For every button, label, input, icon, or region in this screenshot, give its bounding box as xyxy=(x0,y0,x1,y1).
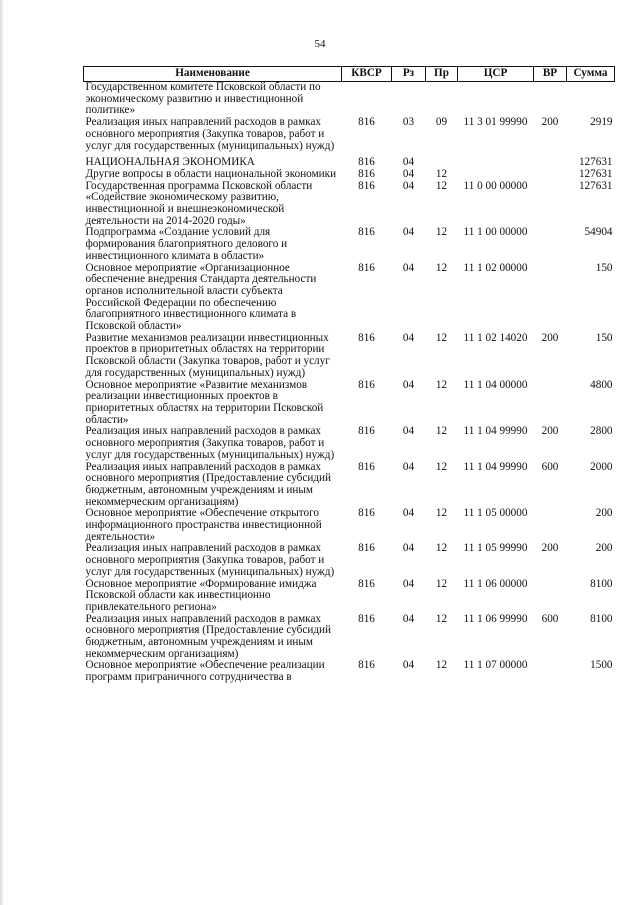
row-name: Подпрограмма «Создание условий для формирования благоприятного делового и инвестиционного климата в области» xyxy=(85,226,288,262)
row-rz: 04 xyxy=(402,542,415,555)
row-name: Основное мероприятие «Формирование имиджа Псковской области как инвестиционно привлекательного региона» xyxy=(85,577,317,613)
row-vr xyxy=(534,579,567,614)
row-name: Реализация иных направлений расходов в рамках основного мероприятия (Закупка товаров, работ и услуг для государственных (муниципальных) нужд) xyxy=(85,116,335,152)
row-sum: 8100 xyxy=(590,612,613,625)
row-rz: 04 xyxy=(402,425,415,438)
row-kvsr: 816 xyxy=(358,331,375,344)
row-name: Основное мероприятие «Обеспечение реализации программ приграничного сотрудничества в xyxy=(85,659,325,684)
row-csr xyxy=(458,152,534,169)
row-name: Реализация иных направлений расходов в рамках основного мероприятия (Предоставление субсидий бюджетным, автономным учреждениям и иным некоммерческим организациям) xyxy=(85,460,331,508)
row-kvsr: 816 xyxy=(358,179,375,192)
row-csr: 11 1 05 99990 xyxy=(463,542,528,555)
row-vr: 600 xyxy=(541,612,559,625)
row-csr xyxy=(458,82,534,118)
row-rz: 04 xyxy=(402,156,415,169)
table-row xyxy=(84,462,615,509)
row-rz: 04 xyxy=(402,507,415,520)
table-row xyxy=(84,426,615,461)
row-kvsr: 816 xyxy=(358,659,375,672)
row-rz: 04 xyxy=(402,167,415,180)
row-kvsr: 816 xyxy=(358,261,375,274)
row-name: Основное мероприятие «Организационное обеспечение внедрения Стандарта деятельности органов исполнительной власти субъекта Российской Федерации по обеспечению благоприятного инвестиционного климата в Псковской области» xyxy=(85,261,317,333)
row-name: Основное мероприятие «Обеспечение открытого информационного пространства инвестиционной деятельности» xyxy=(85,507,322,543)
row-rz: 04 xyxy=(402,659,415,672)
row-csr: 11 3 01 99990 xyxy=(463,116,528,129)
row-csr: 11 1 04 00000 xyxy=(463,378,528,391)
row-sum: 150 xyxy=(595,261,613,274)
header-kvsr: КВСР xyxy=(342,67,392,82)
header-vr: ВР xyxy=(534,67,567,82)
row-kvsr: 816 xyxy=(358,226,375,239)
row-csr: 11 1 06 99990 xyxy=(463,612,528,625)
table-row xyxy=(84,152,615,169)
row-rz: 04 xyxy=(402,226,415,239)
row-pr: 12 xyxy=(435,507,448,520)
row-pr: 12 xyxy=(435,659,448,672)
table-row xyxy=(84,181,615,228)
row-pr xyxy=(426,82,458,118)
row-sum: 54904 xyxy=(584,226,613,239)
row-vr: 200 xyxy=(541,542,559,555)
row-csr: 11 1 05 00000 xyxy=(463,507,528,520)
row-name: Государственная программа Псковской области «Содействие экономическому развитию, инвестиционной и внешнеэкономической деятельности на 2014-2020 годы» xyxy=(85,179,313,227)
table-row xyxy=(84,169,615,181)
row-vr: 200 xyxy=(541,116,559,129)
table-row xyxy=(84,117,615,152)
row-vr: 200 xyxy=(541,331,559,344)
row-name: Государственном комитете Псковской области по экономическому развитию и инвестиционной политике» xyxy=(85,81,321,117)
header-sum: Сумма xyxy=(567,67,615,82)
row-pr: 12 xyxy=(435,331,448,344)
row-pr: 12 xyxy=(435,167,448,180)
row-pr: 12 xyxy=(435,226,448,239)
row-pr: 12 xyxy=(435,612,448,625)
header-pr: Пр xyxy=(426,67,458,82)
row-rz: 04 xyxy=(402,331,415,344)
table-row xyxy=(84,660,615,683)
scan-edge xyxy=(0,0,4,905)
row-rz: 04 xyxy=(402,378,415,391)
header-csr: ЦСР xyxy=(458,67,534,82)
row-kvsr: 816 xyxy=(358,507,375,520)
row-csr: 11 1 04 99990 xyxy=(463,460,528,473)
row-sum: 8100 xyxy=(590,577,613,590)
row-pr: 12 xyxy=(435,542,448,555)
table-row xyxy=(84,227,615,262)
header-rz: Рз xyxy=(392,67,426,82)
table-row xyxy=(84,333,615,380)
row-csr: 11 1 06 00000 xyxy=(463,577,528,590)
row-name: Другие вопросы в области национальной экономики xyxy=(85,167,337,180)
row-kvsr: 816 xyxy=(358,167,375,180)
row-sum: 4800 xyxy=(590,378,613,391)
row-pr: 12 xyxy=(435,577,448,590)
row-vr xyxy=(534,152,567,169)
row-rz: 04 xyxy=(402,612,415,625)
row-vr xyxy=(534,82,567,118)
row-name: Основное мероприятие «Развитие механизмов реализации инвестиционных проектов в приоритетных областях на территории Псковской области» xyxy=(85,378,324,426)
row-csr: 11 1 02 14020 xyxy=(463,331,528,344)
row-csr xyxy=(458,169,534,181)
row-rz: 04 xyxy=(402,179,415,192)
table-row xyxy=(84,543,615,578)
row-vr xyxy=(534,380,567,427)
row-vr xyxy=(534,169,567,181)
row-pr: 12 xyxy=(435,179,448,192)
row-kvsr: 816 xyxy=(358,156,375,169)
row-vr: 600 xyxy=(541,460,559,473)
row-pr xyxy=(426,152,458,169)
row-sum: 2000 xyxy=(590,460,613,473)
row-rz: 03 xyxy=(402,116,415,129)
row-sum: 2800 xyxy=(590,425,613,438)
budget-table xyxy=(83,66,615,684)
row-vr xyxy=(534,263,567,333)
table-row xyxy=(84,82,615,118)
row-rz: 04 xyxy=(402,261,415,274)
row-kvsr: 816 xyxy=(358,425,375,438)
table-row xyxy=(84,614,615,661)
row-csr: 11 1 04 99990 xyxy=(463,425,528,438)
header-name: Наименование xyxy=(84,67,342,82)
row-sum: 1500 xyxy=(590,659,613,672)
row-vr xyxy=(534,227,567,262)
row-name: Реализация иных направлений расходов в рамках основного мероприятия (Закупка товаров, работ и услуг для государственных (муниципальных) нужд) xyxy=(85,542,335,578)
row-sum: 200 xyxy=(595,507,613,520)
row-name: Реализация иных направлений расходов в рамках основного мероприятия (Закупка товаров, работ и услуг для государственных (муниципальных) нужд) xyxy=(85,425,335,461)
table-row xyxy=(84,380,615,427)
row-pr: 12 xyxy=(435,261,448,274)
row-rz: 04 xyxy=(402,460,415,473)
row-kvsr: 816 xyxy=(358,577,375,590)
row-sum: 127631 xyxy=(578,179,613,192)
row-vr xyxy=(534,660,567,683)
row-kvsr: 816 xyxy=(358,612,375,625)
row-kvsr: 816 xyxy=(358,542,375,555)
table-header-row xyxy=(84,67,615,82)
row-sum xyxy=(567,82,615,118)
row-kvsr: 816 xyxy=(358,460,375,473)
table-row xyxy=(84,508,615,543)
row-csr: 11 1 00 00000 xyxy=(463,226,528,239)
row-csr: 11 0 00 00000 xyxy=(463,179,528,192)
row-pr: 12 xyxy=(435,425,448,438)
row-kvsr xyxy=(342,82,392,118)
row-sum: 127631 xyxy=(578,167,613,180)
page-number: 54 xyxy=(314,38,326,50)
row-sum: 200 xyxy=(595,542,613,555)
row-csr: 11 1 07 00000 xyxy=(463,659,528,672)
table-row xyxy=(84,263,615,333)
row-vr xyxy=(534,181,567,228)
row-name: Развитие механизмов реализации инвестиционных проектов в приоритетных областях на территории Псковской области (Закупка товаров, работ и услуг для государственных (муниципальных) нужд) xyxy=(85,331,330,379)
row-sum: 2919 xyxy=(590,116,613,129)
row-csr: 11 1 02 00000 xyxy=(463,261,528,274)
row-rz: 04 xyxy=(402,577,415,590)
table-row xyxy=(84,579,615,614)
row-kvsr: 816 xyxy=(358,378,375,391)
row-sum: 150 xyxy=(595,331,613,344)
row-sum: 127631 xyxy=(578,156,613,169)
row-rz xyxy=(392,82,426,118)
row-name: НАЦИОНАЛЬНАЯ ЭКОНОМИКА xyxy=(85,156,255,169)
row-vr xyxy=(534,508,567,543)
row-vr: 200 xyxy=(541,425,559,438)
row-pr: 12 xyxy=(435,378,448,391)
row-kvsr: 816 xyxy=(358,116,375,129)
row-pr: 12 xyxy=(435,460,448,473)
row-name: Реализация иных направлений расходов в рамках основного мероприятия (Предоставление субсидий бюджетным, автономным учреждениям и иным некоммерческим организациям) xyxy=(85,612,331,660)
row-pr: 09 xyxy=(435,116,448,129)
